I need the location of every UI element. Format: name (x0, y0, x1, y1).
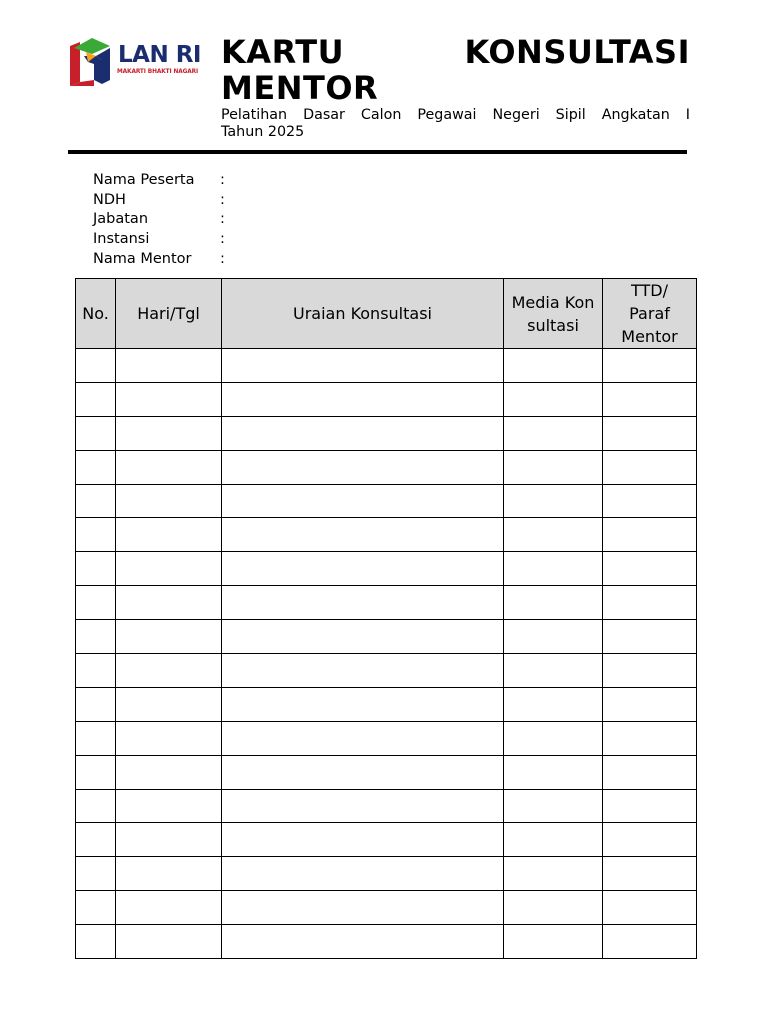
field-row (93, 191, 230, 211)
table-row (76, 349, 697, 383)
table-row (76, 382, 697, 416)
cell-description[interactable] (222, 925, 504, 959)
cell-no[interactable] (76, 450, 116, 484)
subtitle-word: I (685, 107, 690, 123)
cell-no[interactable] (76, 857, 116, 891)
cell-date[interactable] (116, 620, 222, 654)
table-row (76, 789, 697, 823)
cell-signature[interactable] (603, 823, 697, 857)
subtitle-word: Angkatan (601, 107, 670, 123)
title-word-kartu: KARTU (221, 33, 345, 71)
cell-signature[interactable] (603, 416, 697, 450)
table-row (76, 721, 697, 755)
header-description: Uraian Konsultasi (222, 279, 504, 349)
table-row (76, 450, 697, 484)
cell-media[interactable] (504, 654, 603, 688)
header-no: No. (76, 279, 116, 349)
cell-description[interactable] (222, 823, 504, 857)
cell-no[interactable] (76, 382, 116, 416)
subtitle-line-1 (221, 107, 690, 124)
table-row (76, 925, 697, 959)
cell-description[interactable] (222, 349, 504, 383)
cell-no[interactable] (76, 755, 116, 789)
cell-signature[interactable] (603, 687, 697, 721)
cell-description[interactable] (222, 687, 504, 721)
cell-description[interactable] (222, 416, 504, 450)
cell-media[interactable] (504, 857, 603, 891)
field-row (93, 171, 230, 191)
cell-description[interactable] (222, 484, 504, 518)
cell-date[interactable] (116, 450, 222, 484)
logo-tagline: MAKARTI BHAKTI NAGARI (117, 69, 199, 75)
table-row (76, 416, 697, 450)
cell-signature[interactable] (603, 518, 697, 552)
consultation-table (75, 278, 697, 959)
cell-signature[interactable] (603, 484, 697, 518)
cell-description[interactable] (222, 518, 504, 552)
cell-media[interactable] (504, 687, 603, 721)
document-subtitle (221, 107, 690, 141)
field-label: Jabatan (93, 211, 149, 228)
subtitle-word: Dasar (303, 107, 345, 123)
cell-date[interactable] (116, 416, 222, 450)
cell-description[interactable] (222, 382, 504, 416)
subtitle-word: Pelatihan (221, 107, 288, 123)
table-row (76, 891, 697, 925)
cell-signature[interactable] (603, 857, 697, 891)
field-separator: : (220, 172, 225, 188)
cell-date[interactable] (116, 586, 222, 620)
table-row (76, 687, 697, 721)
cell-signature[interactable] (603, 925, 697, 959)
cell-signature[interactable] (603, 654, 697, 688)
header-divider (68, 150, 687, 154)
cell-no[interactable] (76, 687, 116, 721)
header-media: Media Konsultasi (504, 279, 603, 349)
table-row (76, 620, 697, 654)
field-separator: : (220, 231, 225, 248)
cell-no[interactable] (76, 518, 116, 552)
cell-date[interactable] (116, 687, 222, 721)
cell-description[interactable] (222, 857, 504, 891)
field-label: Nama Peserta (93, 172, 195, 188)
table-row (76, 755, 697, 789)
table-row (76, 484, 697, 518)
field-label: Instansi (93, 231, 150, 248)
subtitle-word: Sipil (555, 107, 586, 123)
cell-date[interactable] (116, 789, 222, 823)
cell-media[interactable] (504, 620, 603, 654)
cell-no[interactable] (76, 823, 116, 857)
header-date: Hari/Tgl (116, 279, 222, 349)
cell-date[interactable] (116, 518, 222, 552)
cell-media[interactable] (504, 823, 603, 857)
table-body (76, 349, 697, 959)
subtitle-word: Pegawai (417, 107, 477, 123)
field-separator: : (220, 211, 225, 228)
cell-description[interactable] (222, 654, 504, 688)
cell-date[interactable] (116, 857, 222, 891)
cell-signature[interactable] (603, 552, 697, 586)
table-row (76, 518, 697, 552)
table-row (76, 857, 697, 891)
field-row (93, 230, 230, 250)
field-row (93, 250, 230, 270)
subtitle-line-2: Tahun 2025 (221, 124, 305, 140)
cell-description[interactable] (222, 891, 504, 925)
lan-ri-emblem-icon (66, 36, 118, 92)
cell-date[interactable] (116, 823, 222, 857)
field-separator: : (220, 191, 225, 208)
subtitle-word: Negeri (492, 107, 540, 123)
document-title-line-2: MENTOR (221, 69, 379, 107)
cell-date[interactable] (116, 891, 222, 925)
table-row (76, 654, 697, 688)
header-signature: TTD/ Paraf Mentor (603, 279, 697, 349)
cell-description[interactable] (222, 586, 504, 620)
cell-no[interactable] (76, 789, 116, 823)
cell-media[interactable] (504, 518, 603, 552)
field-row (93, 210, 230, 230)
cell-no[interactable] (76, 925, 116, 959)
cell-signature[interactable] (603, 382, 697, 416)
cell-media[interactable] (504, 789, 603, 823)
cell-description[interactable] (222, 552, 504, 586)
cell-no[interactable] (76, 891, 116, 925)
cell-date[interactable] (116, 721, 222, 755)
cell-date[interactable] (116, 552, 222, 586)
cell-media[interactable] (504, 349, 603, 383)
field-label: NDH (93, 191, 126, 208)
table-row (76, 586, 697, 620)
cell-media[interactable] (504, 891, 603, 925)
subtitle-word: Calon (360, 107, 402, 123)
title-word-konsultasi: KONSULTASI (464, 33, 690, 71)
cell-description[interactable] (222, 450, 504, 484)
cell-media[interactable] (504, 382, 603, 416)
field-separator: : (220, 250, 225, 267)
document-title-line-1 (221, 34, 690, 70)
logo-name: LAN RI (118, 42, 201, 68)
cell-signature[interactable] (603, 349, 697, 383)
cell-signature[interactable] (603, 891, 697, 925)
cell-no[interactable] (76, 484, 116, 518)
cell-no[interactable] (76, 586, 116, 620)
cell-date[interactable] (116, 654, 222, 688)
cell-media[interactable] (504, 721, 603, 755)
cell-media[interactable] (504, 450, 603, 484)
cell-date[interactable] (116, 755, 222, 789)
cell-date[interactable] (116, 925, 222, 959)
cell-description[interactable] (222, 755, 504, 789)
cell-media[interactable] (504, 416, 603, 450)
field-label: Nama Mentor (93, 250, 192, 267)
cell-description[interactable] (222, 620, 504, 654)
cell-description[interactable] (222, 721, 504, 755)
cell-signature[interactable] (603, 755, 697, 789)
cell-signature[interactable] (603, 789, 697, 823)
cell-no[interactable] (76, 620, 116, 654)
cell-signature[interactable] (603, 620, 697, 654)
cell-description[interactable] (222, 789, 504, 823)
cell-signature[interactable] (603, 450, 697, 484)
cell-media[interactable] (504, 925, 603, 959)
cell-signature[interactable] (603, 721, 697, 755)
table-row (76, 552, 697, 586)
cell-no[interactable] (76, 416, 116, 450)
cell-media[interactable] (504, 552, 603, 586)
cell-date[interactable] (116, 349, 222, 383)
cell-media[interactable] (504, 484, 603, 518)
table-header-row (76, 279, 697, 349)
document-header (221, 34, 690, 141)
cell-no[interactable] (76, 654, 116, 688)
table-row (76, 823, 697, 857)
cell-date[interactable] (116, 484, 222, 518)
cell-no[interactable] (76, 349, 116, 383)
cell-no[interactable] (76, 721, 116, 755)
lan-ri-logo (66, 36, 202, 92)
cell-date[interactable] (116, 382, 222, 416)
cell-media[interactable] (504, 586, 603, 620)
cell-no[interactable] (76, 552, 116, 586)
participant-fields (93, 171, 230, 270)
cell-signature[interactable] (603, 586, 697, 620)
cell-media[interactable] (504, 755, 603, 789)
